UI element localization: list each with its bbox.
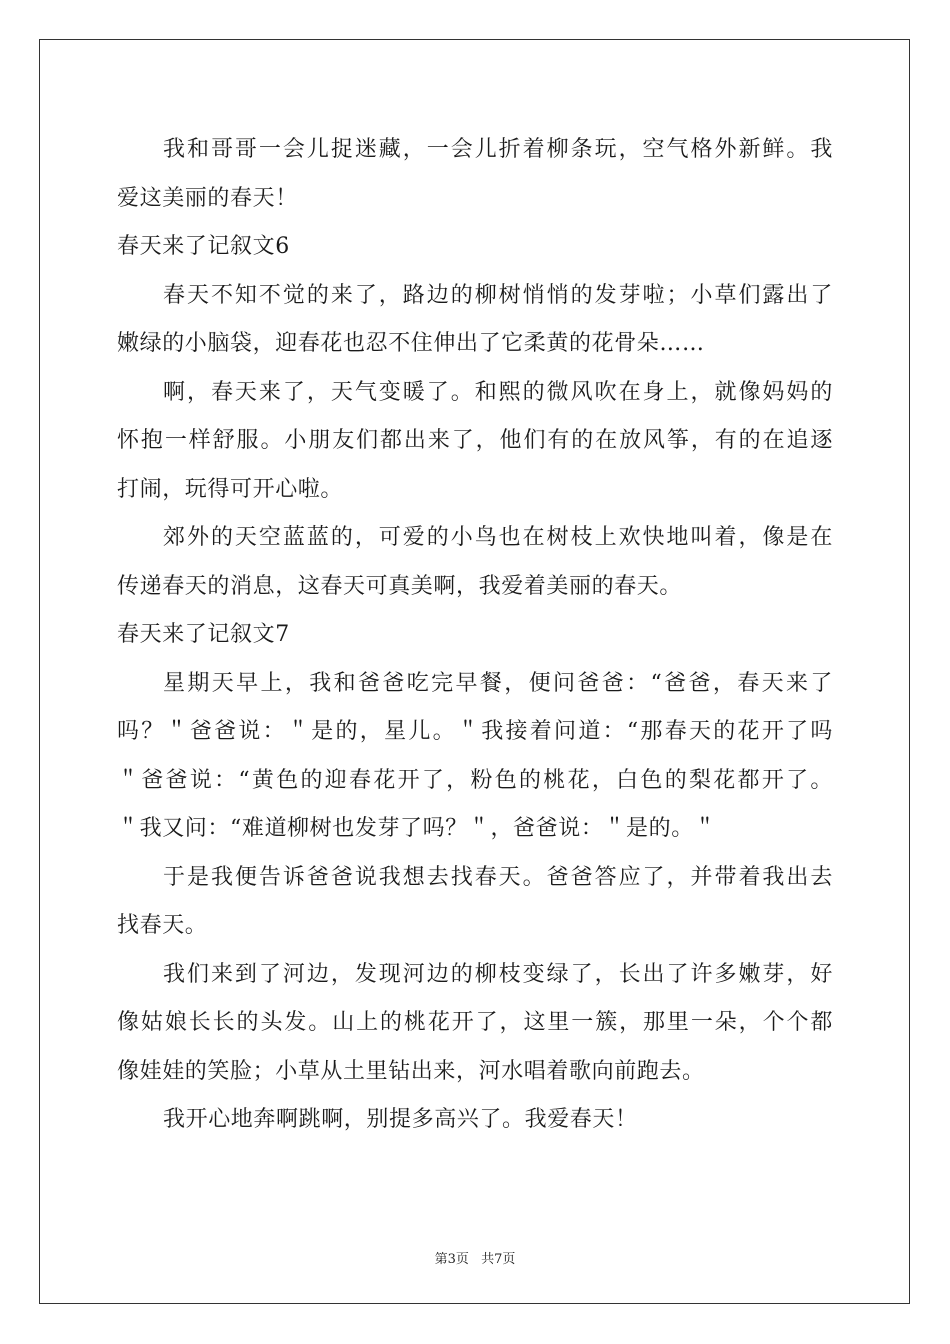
text-line-16: 于是我便告诉爸爸说我想去找春天。爸爸答应了，并带着我出去 <box>163 864 833 890</box>
text-line-8: 打闹，玩得可开心啦。 <box>117 476 344 502</box>
text-line-15: ＂我又问：“难道柳树也发芽了吗？＂，爸爸说：＂是的。＂ <box>117 816 717 841</box>
text-line-10: 传递春天的消息，这春天可真美啊，我爱着美丽的春天。 <box>117 573 683 599</box>
text-line-18: 我们来到了河边，发现河边的柳枝变绿了，长出了许多嫩芽，好 <box>163 961 833 987</box>
text-line-21: 我开心地奔啊跳啊，别提多高兴了。我爱春天！ <box>163 1107 638 1132</box>
text-line-13: 吗？＂爸爸说：＂是的，星儿。＂我接着问道：“那春天的花开了吗 <box>117 719 833 744</box>
text-line-6: 啊，春天来了，天气变暖了。和熙的微风吹在身上，就像妈妈的 <box>163 379 833 405</box>
page-footer <box>0 1248 950 1267</box>
text-line-9: 郊外的天空蓝蓝的，可爱的小鸟也在树枝上欢快地叫着，像是在 <box>163 525 833 550</box>
document-body <box>117 126 833 1145</box>
text-line-5: 嫩绿的小脑袋，迎春花也忍不住伸出了它柔黄的花骨朵…… <box>117 331 705 356</box>
section-title-6: 春天来了记叙文6 <box>117 234 290 259</box>
page-number: 第3页 <box>434 1252 469 1267</box>
text-line-4: 春天不知不觉的来了，路边的柳树悄悄的发芽啦；小草们露出了 <box>163 282 833 308</box>
text-line-20: 像娃娃的笑脸；小草从土里钻出来，河水唱着歌向前跑去。 <box>117 1058 705 1084</box>
text-line-1: 我和哥哥一会儿捉迷藏，一会儿折着柳条玩，空气格外新鲜。我 <box>163 137 833 162</box>
page-total: 共7页 <box>481 1252 516 1267</box>
text-line-12: 星期天早上，我和爸爸吃完早餐，便问爸爸：“爸爸，春天来了 <box>163 670 833 696</box>
text-line-14: ＂爸爸说：“黄色的迎春花开了，粉色的桃花，白色的梨花都开了。 <box>117 767 833 793</box>
section-title-7: 春天来了记叙文7 <box>117 622 290 647</box>
text-line-17: 找春天。 <box>117 913 208 938</box>
text-line-19: 像姑娘长长的头发。山上的桃花开了，这里一簇，那里一朵，个个都 <box>117 1010 833 1035</box>
text-line-2: 爱这美丽的春天！ <box>117 185 298 211</box>
text-line-7: 怀抱一样舒服。小朋友们都出来了，他们有的在放风筝，有的在追逐 <box>117 428 833 453</box>
